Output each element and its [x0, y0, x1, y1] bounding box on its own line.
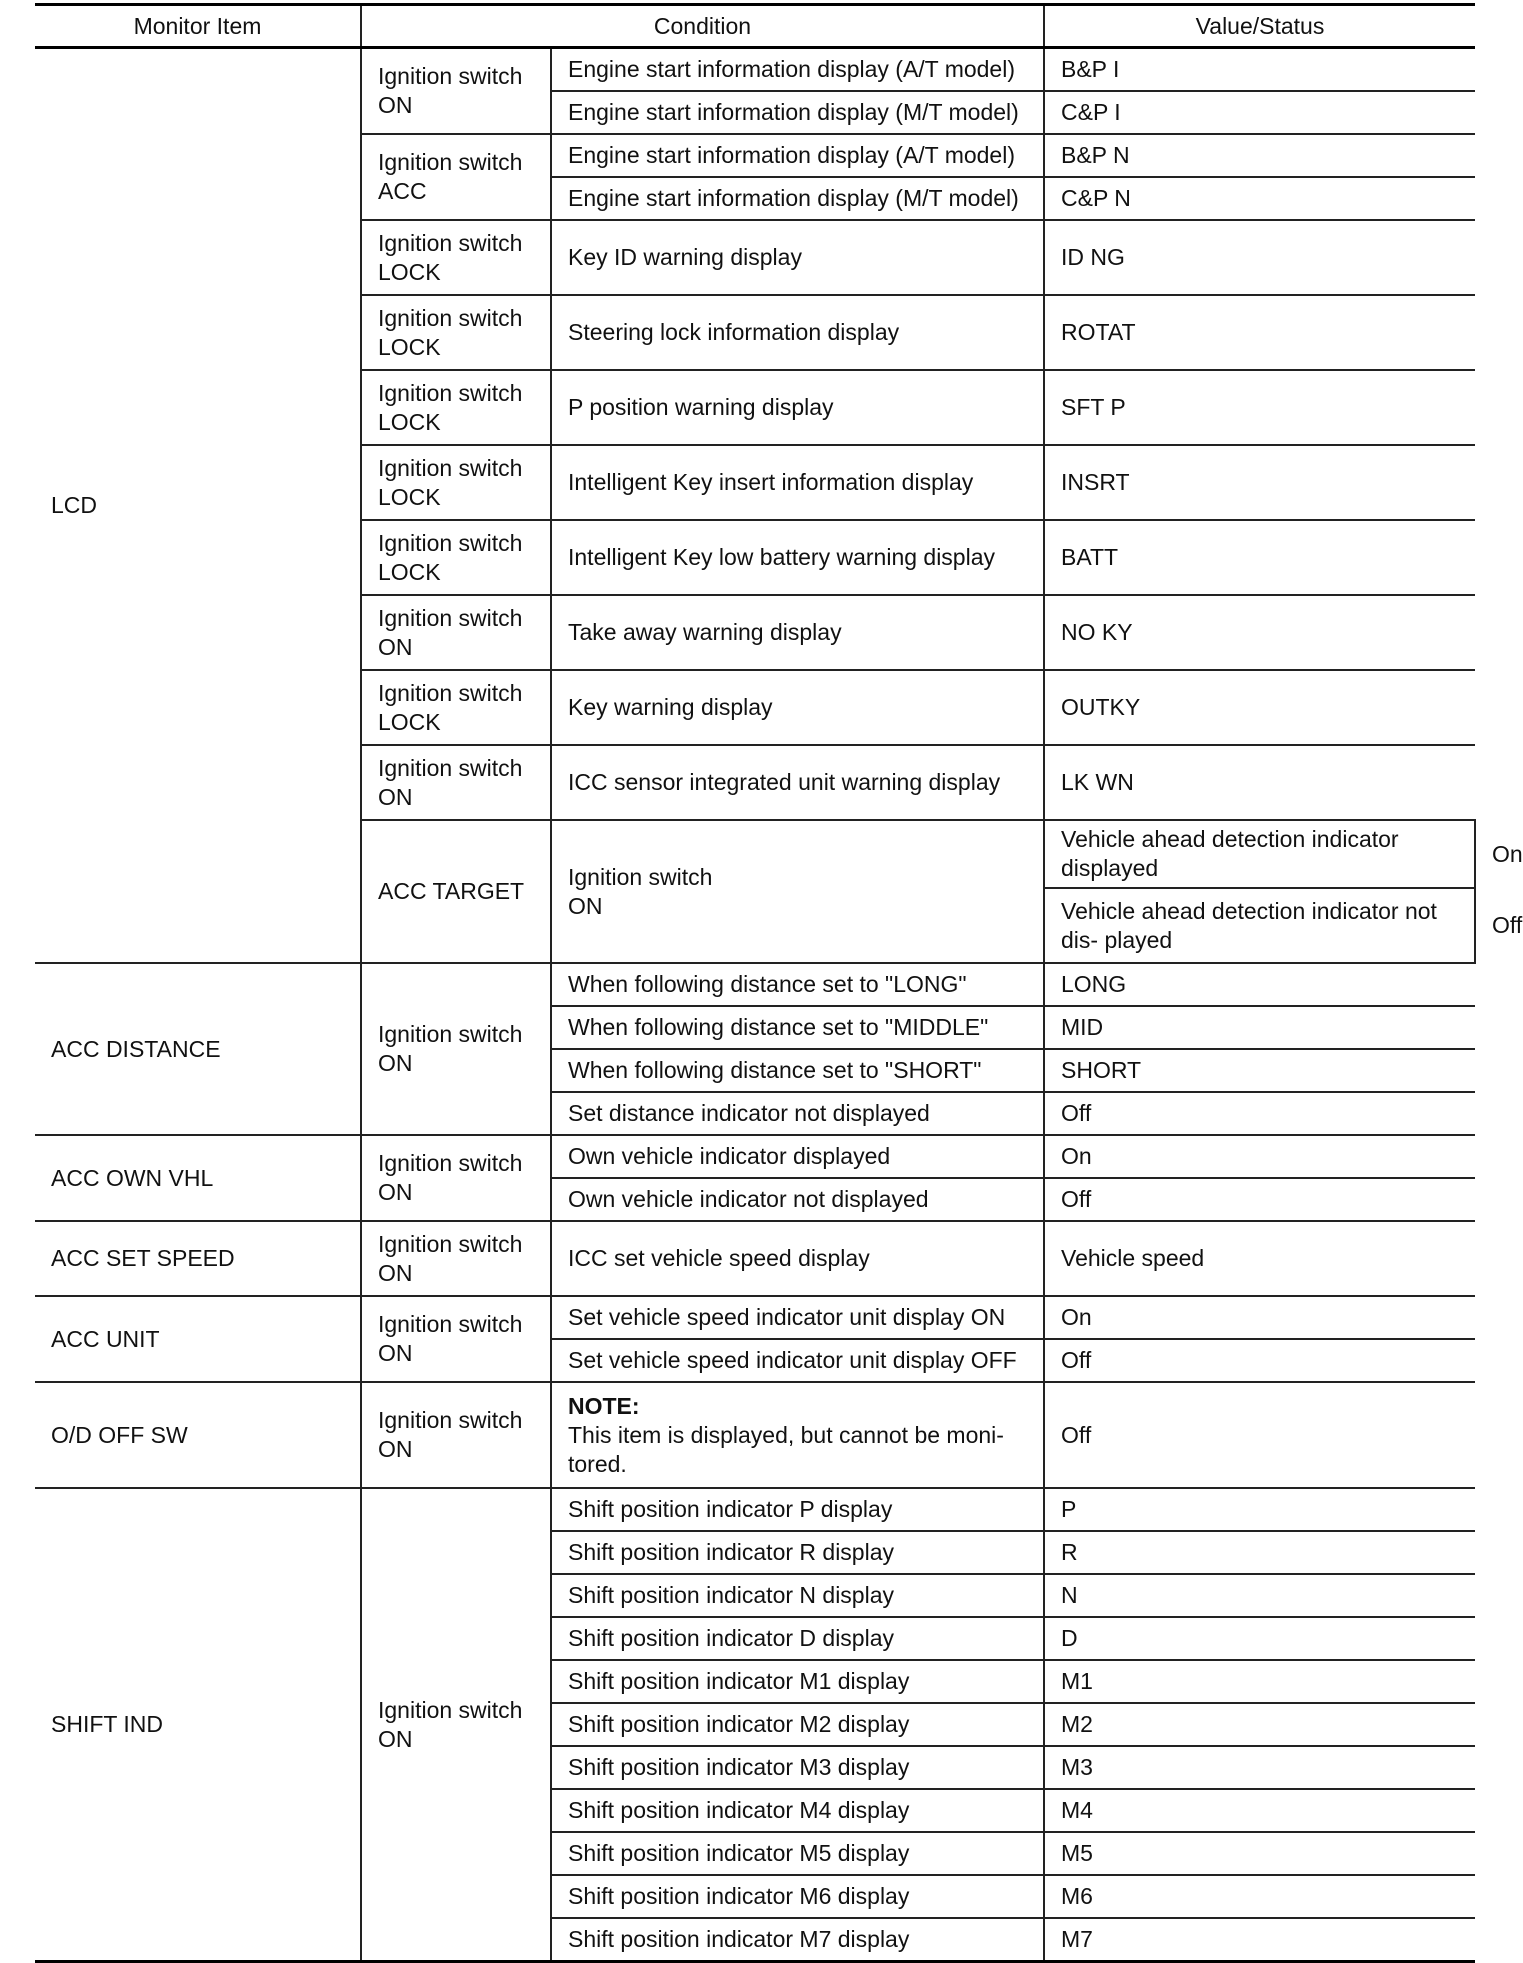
condition-cell: Shift position indicator M4 display	[551, 1789, 1044, 1832]
condition-cell: P position warning display	[551, 370, 1044, 445]
table-row: Vehicle ahead detection indicator not dis- played Off	[35, 888, 1475, 963]
ignition-label: Ignition switch	[378, 1021, 523, 1047]
ignition-state: LOCK	[378, 708, 441, 735]
value-cell: M1	[1044, 1660, 1475, 1703]
monitor-item-cell: ACC UNIT	[35, 1296, 361, 1382]
header-condition: Condition	[361, 5, 1044, 48]
ignition-label: Ignition switch	[378, 604, 523, 631]
value-cell: On	[1044, 1135, 1475, 1178]
ignition-state: ON	[378, 1436, 413, 1462]
condition-cell: Intelligent Key insert information display	[551, 445, 1044, 520]
ignition-condition-cell	[361, 745, 551, 820]
monitor-item-cell: ACC OWN VHL	[35, 1135, 361, 1221]
ignition-condition-cell	[551, 820, 1044, 963]
condition-cell: Shift position indicator M1 display	[551, 1660, 1044, 1703]
value-cell: NO KY	[1044, 595, 1475, 670]
note-text: This item is displayed, but cannot be moni- tored.	[568, 1421, 1004, 1477]
ignition-state: LOCK	[378, 483, 441, 510]
monitor-table	[35, 3, 1523, 1963]
value-cell: N	[1044, 1574, 1475, 1617]
value-cell: ID NG	[1044, 220, 1475, 295]
ignition-state: ON	[378, 783, 413, 810]
condition-cell: Vehicle ahead detection indicator not dis- played	[1044, 888, 1475, 963]
monitor-item-cell: LCD	[35, 48, 361, 964]
value-cell: C&P N	[1044, 177, 1475, 220]
ignition-state: ON	[378, 1340, 413, 1366]
ignition-condition-cell	[361, 1296, 551, 1382]
condition-cell: ICC set vehicle speed display	[551, 1221, 1044, 1296]
monitor-table-sheet	[35, 3, 1523, 1963]
ignition-condition-cell	[361, 595, 551, 670]
ignition-condition-cell	[361, 295, 551, 370]
condition-cell: Vehicle ahead detection indicator displayed	[1044, 820, 1475, 888]
ignition-state: ON	[378, 633, 413, 660]
table-row	[35, 1135, 1475, 1178]
condition-cell: Shift position indicator M3 display	[551, 1746, 1044, 1789]
condition-cell: Shift position indicator N display	[551, 1574, 1044, 1617]
condition-cell: Key ID warning display	[551, 220, 1044, 295]
value-cell: SHORT	[1044, 1049, 1475, 1092]
table-row	[35, 1488, 1475, 1531]
condition-cell: Set vehicle speed indicator unit display ON	[551, 1296, 1044, 1339]
note-cell	[551, 1382, 1044, 1488]
ignition-label: Ignition switch	[568, 863, 713, 890]
ignition-label: Ignition switch	[378, 304, 523, 331]
condition-cell: Shift position indicator M7 display	[551, 1918, 1044, 1962]
ignition-state: LOCK	[378, 333, 441, 360]
table-row: ACC TARGET Ignition switch ON Vehicle ahead detection indicator displayed On	[35, 820, 1475, 888]
note-label: NOTE:	[568, 1392, 640, 1419]
ignition-state: ON	[378, 1725, 413, 1752]
value-cell: Off	[1044, 1092, 1475, 1135]
ignition-condition-cell	[361, 1221, 551, 1296]
value-cell: On	[1044, 1296, 1475, 1339]
ignition-condition-cell	[361, 220, 551, 295]
header-value-status: Value/Status	[1044, 5, 1475, 48]
condition-cell: Own vehicle indicator not displayed	[551, 1178, 1044, 1221]
ignition-label: Ignition switch	[378, 679, 523, 706]
ignition-label: Ignition switch	[378, 1150, 523, 1176]
condition-cell: Shift position indicator M5 display	[551, 1832, 1044, 1875]
value-cell: C&P I	[1044, 91, 1475, 134]
value-cell: B&P N	[1044, 134, 1475, 177]
value-cell: MID	[1044, 1006, 1475, 1049]
value-cell: M4	[1044, 1789, 1475, 1832]
ignition-label: Ignition switch	[378, 1311, 523, 1337]
ignition-condition-cell	[361, 1135, 551, 1221]
ignition-state: ON	[378, 92, 413, 118]
ignition-condition-cell	[361, 134, 551, 220]
ignition-state: LOCK	[378, 258, 441, 285]
ignition-label: Ignition switch	[378, 1696, 523, 1723]
ignition-label: Ignition switch	[378, 379, 523, 406]
condition-cell: Take away warning display	[551, 595, 1044, 670]
value-cell: ROTAT	[1044, 295, 1475, 370]
ignition-label: Ignition switch	[378, 229, 523, 256]
condition-cell: Set vehicle speed indicator unit display OFF	[551, 1339, 1044, 1382]
ignition-condition-cell	[361, 48, 551, 135]
condition-cell: Engine start information display (M/T model)	[551, 91, 1044, 134]
table-row	[35, 1221, 1475, 1296]
table-row	[35, 1382, 1475, 1488]
ignition-condition-cell	[361, 670, 551, 745]
ignition-label: Ignition switch	[378, 63, 523, 89]
table-body	[35, 48, 1523, 1962]
value-cell: R	[1044, 1531, 1475, 1574]
condition-cell: When following distance set to "SHORT"	[551, 1049, 1044, 1092]
ignition-state: LOCK	[378, 558, 441, 585]
value-cell: M7	[1044, 1918, 1475, 1962]
ignition-condition-cell	[361, 370, 551, 445]
value-cell: LONG	[1044, 963, 1475, 1006]
condition-cell: Shift position indicator D display	[551, 1617, 1044, 1660]
condition-cell: When following distance set to "LONG"	[551, 963, 1044, 1006]
condition-cell: Key warning display	[551, 670, 1044, 745]
condition-cell: When following distance set to "MIDDLE"	[551, 1006, 1044, 1049]
value-cell: M3	[1044, 1746, 1475, 1789]
value-cell: P	[1044, 1488, 1475, 1531]
value-cell: D	[1044, 1617, 1475, 1660]
value-cell: M2	[1044, 1703, 1475, 1746]
condition-cell: Engine start information display (A/T model)	[551, 134, 1044, 177]
condition-cell: Shift position indicator R display	[551, 1531, 1044, 1574]
ignition-state: ON	[568, 892, 603, 919]
ignition-condition-cell	[361, 963, 551, 1135]
value-cell: BATT	[1044, 520, 1475, 595]
value-cell: B&P I	[1044, 48, 1475, 92]
ignition-state: ON	[378, 1050, 413, 1076]
condition-cell: Set distance indicator not displayed	[551, 1092, 1044, 1135]
condition-cell: Steering lock information display	[551, 295, 1044, 370]
ignition-label: Ignition switch	[378, 754, 523, 781]
condition-cell: Engine start information display (A/T model)	[551, 48, 1044, 92]
value-cell: INSRT	[1044, 445, 1475, 520]
table-header-row	[35, 5, 1475, 48]
condition-cell: Shift position indicator M2 display	[551, 1703, 1044, 1746]
monitor-item-cell: ACC SET SPEED	[35, 1221, 361, 1296]
ignition-label: Ignition switch	[378, 149, 523, 175]
ignition-label: Ignition switch	[378, 1407, 523, 1433]
value-cell: SFT P	[1044, 370, 1475, 445]
ignition-label: Ignition switch	[378, 454, 523, 481]
value-cell: OUTKY	[1044, 670, 1475, 745]
ignition-condition-cell	[361, 1382, 551, 1488]
condition-cell: Engine start information display (M/T model)	[551, 177, 1044, 220]
condition-cell: Intelligent Key low battery warning display	[551, 520, 1044, 595]
table-row	[35, 963, 1475, 1006]
ignition-state: ON	[378, 1179, 413, 1205]
ignition-condition-cell	[361, 445, 551, 520]
table-row	[35, 48, 1475, 92]
value-cell: LK WN	[1044, 745, 1475, 820]
value-cell: Off	[1044, 1382, 1475, 1488]
table-row	[35, 1296, 1475, 1339]
ignition-state: LOCK	[378, 408, 441, 435]
ignition-state: ACC	[378, 178, 427, 204]
header-monitor-item: Monitor Item	[35, 5, 361, 48]
ignition-condition-cell	[361, 1488, 551, 1962]
ignition-label: Ignition switch	[378, 529, 523, 556]
condition-cell: Shift position indicator M6 display	[551, 1875, 1044, 1918]
value-cell: Vehicle speed	[1044, 1221, 1475, 1296]
ignition-condition-cell	[361, 520, 551, 595]
monitor-item-cell: ACC TARGET	[361, 820, 551, 963]
value-cell: M5	[1044, 1832, 1475, 1875]
condition-cell: ICC sensor integrated unit warning display	[551, 745, 1044, 820]
condition-cell: Own vehicle indicator displayed	[551, 1135, 1044, 1178]
monitor-item-cell: ACC DISTANCE	[35, 963, 361, 1135]
value-cell: Off	[1044, 1339, 1475, 1382]
monitor-item-cell: SHIFT IND	[35, 1488, 361, 1962]
condition-cell: Shift position indicator P display	[551, 1488, 1044, 1531]
ignition-state: ON	[378, 1259, 413, 1286]
ignition-label: Ignition switch	[378, 1230, 523, 1257]
value-cell: Off	[1044, 1178, 1475, 1221]
monitor-item-cell: O/D OFF SW	[35, 1382, 361, 1488]
value-cell: M6	[1044, 1875, 1475, 1918]
